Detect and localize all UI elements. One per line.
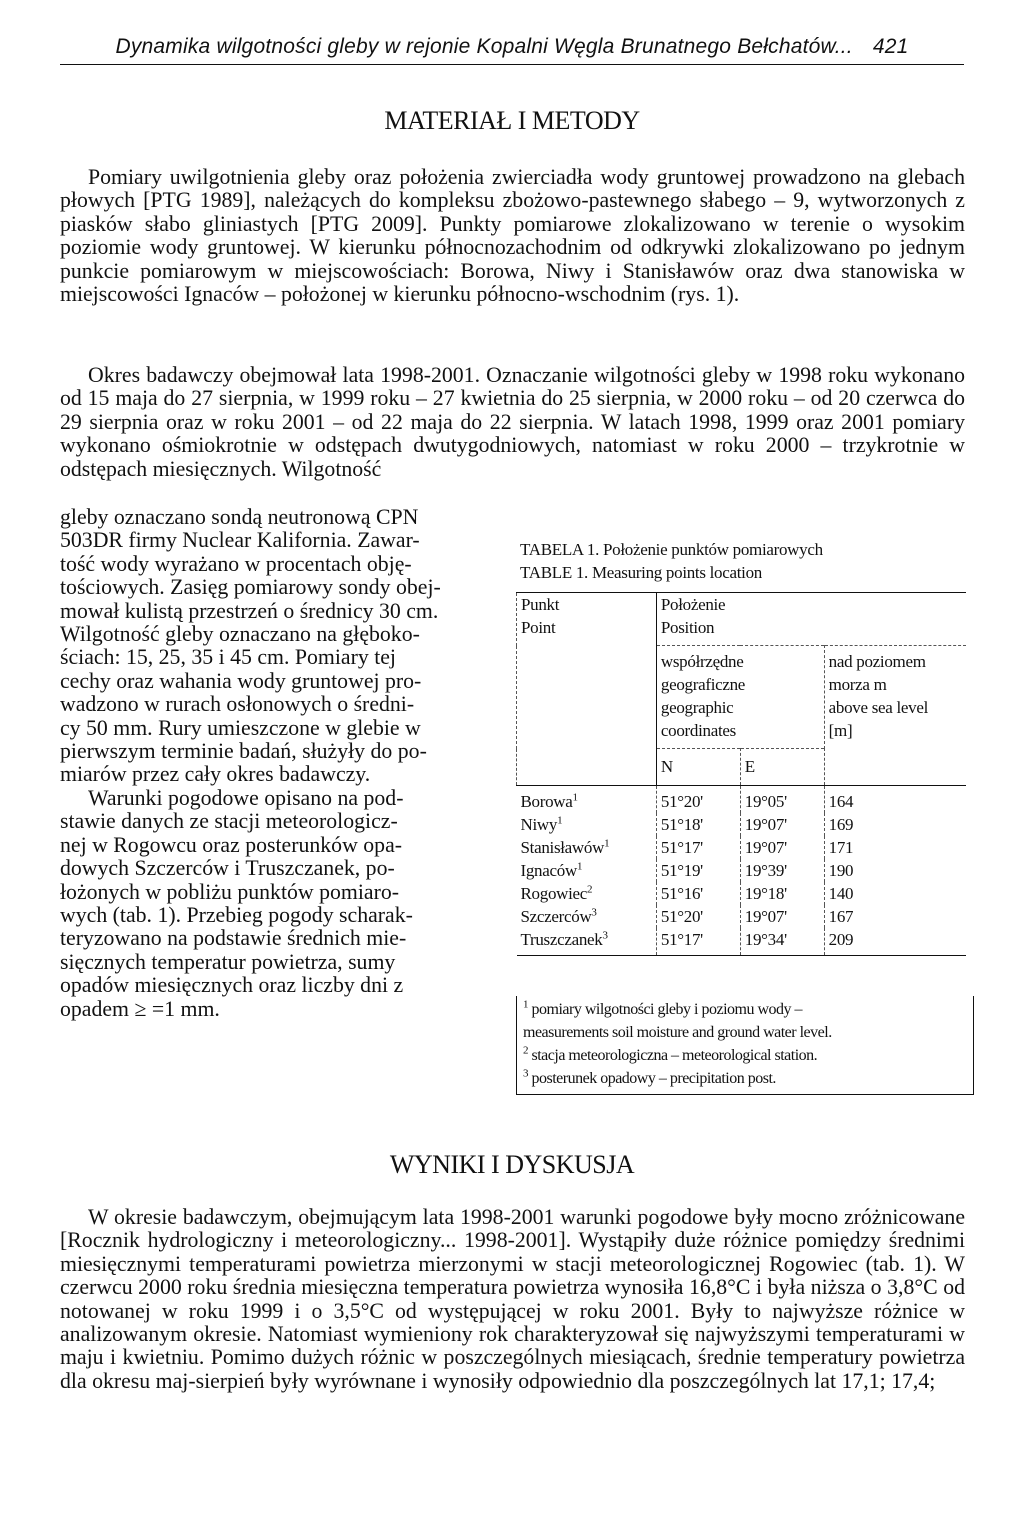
text-line: gleby oznaczano sondą neutronową CPN — [60, 505, 419, 529]
header-punkt — [517, 593, 657, 786]
text-line: opadów miesięcznych oraz liczby dni z — [60, 973, 404, 998]
text-line: pierwszym terminie badań, służyły do po- — [60, 739, 427, 764]
header-polozenie-en: Position — [660, 618, 715, 637]
cell-e: 19°05' — [740, 786, 824, 814]
header-coord-pl1: współrzędne — [660, 652, 744, 671]
text-line: łożonych w pobliżu punktów pomiaro- — [60, 879, 400, 904]
header-coordinates — [656, 646, 824, 749]
table-row — [517, 905, 967, 928]
cell-alt: 169 — [824, 813, 966, 836]
header-alt-pl2: morza m — [828, 675, 887, 694]
text-line: Warunki pogodowe opisano na pod- — [88, 785, 404, 810]
text-line: tość wody wyrażano w procentach obję- — [60, 551, 412, 576]
text-line: wych (tab. 1). Przebieg pogody scharak- — [60, 902, 413, 927]
footnote: $^2$ stacja meteorologiczna – meteorological station. — [523, 1044, 818, 1064]
table-row — [517, 836, 967, 859]
paragraph-text: Pomiary uwilgotnienia gleby oraz położenia zwierciadła wody gruntowej prowadzono na glebach płowych [PTG 1989], należących do kompleksu zbożowo-pastewnego słabego – 9, wytworzonych z piasków słabo gliniastych [PTG 2009]. Punkty pomiarowe zlokalizowano w terenie o wysokim poziomie wody gruntowej. W kierunku północnozachodnim od odkrywki zlokalizowano po jednym punkcie pomiarowym w miejscowościach: Borowa, Niwy i Stanisławów oraz dwa stanowiska w miejscowości Ignaców – położonej w kierunku północno-wschodnim (rys. 1). — [60, 165, 965, 307]
text-line: Wilgotność gleby oznaczano na głęboko- — [60, 622, 420, 647]
table-header-row — [517, 593, 967, 646]
text-line: mował kulistą przestrzeń o średnicy 30 cm. — [60, 598, 439, 623]
cell-alt: 209 — [824, 928, 966, 956]
table-row — [517, 813, 967, 836]
header-alt-pl1: nad poziomem — [828, 652, 926, 671]
paragraph-text: W okresie badawczym, obejmującym lata 1998-2001 warunki pogodowe były mocno zróżnicowane [Rocznik hydrologiczny i meteorologiczny... 1998-2001]. Wystąpiły duże różnice pomiędzy średnimi miesięcznymi temperaturami powietrza mierzonymi w stacji meteorologicznej Rogowiec (tab. 1). W czerwcu 2000 roku średnia miesięczna temperatura powietrza wynosiła 16,8°C i była niższa o 3,8°C od notowanej w roku 1999 i o 3,5°C od występującej w roku 2001. Były to najwyższe różnice w analizowanym okresie. Natomiast wymieniony rok charakteryzował się najwyższymi temperaturami w maju i kwietniu. Pomimo dużych różnic w poszczególnych miesiącach, średnie temperatury powietrza dla okresu maj-sierpień były wyrównane i wynosiły odpowiednio dla poszczególnych lat 17,1; 17,4; — [60, 1205, 965, 1393]
cell-e: 19°07' — [740, 813, 824, 836]
cell-n: 51°17' — [656, 836, 740, 859]
cell-e: 19°34' — [740, 928, 824, 956]
text-line: opadem ≥ =1 mm. — [60, 996, 220, 1021]
cell-n: 51°20' — [656, 905, 740, 928]
table-caption-en: TABLE 1. Measuring points location — [520, 563, 762, 582]
cell-n: 51°17' — [656, 928, 740, 956]
cell-alt: 167 — [824, 905, 966, 928]
cell-n: 51°18' — [656, 813, 740, 836]
text-line: dowych Szczerców i Truszczanek, po- — [60, 856, 395, 881]
table-caption — [520, 538, 980, 584]
cell-alt: 140 — [824, 882, 966, 905]
cell-e: 19°18' — [740, 882, 824, 905]
header-n: N — [656, 749, 740, 786]
cell-name: Rogowiec$^2$ — [520, 883, 593, 903]
paragraph-methods-1 — [60, 166, 965, 306]
cell-n: 51°20' — [656, 786, 740, 814]
text-line: ściach: 15, 25, 35 i 45 cm. Pomiary tej — [60, 645, 396, 670]
running-header — [60, 34, 964, 65]
footnote: $^1$ pomiary wilgotności gleby i poziomu wody – — [523, 998, 803, 1018]
text-line: cechy oraz wahania wody gruntowej pro- — [60, 668, 422, 693]
footnote: $^3$ posterunek opadowy – precipitation post. — [523, 1067, 776, 1087]
header-alt-unit: [m] — [828, 721, 853, 740]
cell-name: Truszczanek$^3$ — [520, 929, 608, 949]
page-number: 421 — [872, 35, 909, 58]
cell-name: Ignaców$^1$ — [520, 860, 583, 880]
paragraph-text: Okres badawczy obejmował lata 1998-2001. Oznaczanie wilgotności gleby w 1998 roku wykonano od 15 maja do 27 sierpnia, w 1999 roku – 27 kwietnia do 25 sierpnia, w 2000 roku – od 20 czerwca do 29 sierpnia oraz w roku 2001 – od 22 maja do 22 sierpnia. W latach 1998, 1999 oraz 2001 pomiary wykonano ośmiokrotnie w odstępach dwutygodniowych, natomiast w roku 2000 – trzykrotnie w odstępach miesięcznych. Wilgotność — [60, 363, 965, 481]
cell-n: 51°16' — [656, 882, 740, 905]
cell-alt: 171 — [824, 836, 966, 859]
text-line: tościowych. Zasięg pomiarowy sondy obej- — [60, 575, 441, 600]
header-polozenie-pl: Położenie — [660, 595, 726, 614]
text-line: teryzowano na podstawie średnich mie- — [60, 926, 407, 951]
header-alt-en: above sea level — [828, 698, 928, 717]
footnote: measurements soil moisture and ground water level. — [523, 1024, 832, 1041]
header-altitude — [824, 646, 966, 786]
text-line: nej w Rogowcu oraz posterunków opa- — [60, 832, 403, 857]
text-line: miarów przez cały okres badawczy. — [60, 762, 371, 787]
table-caption-pl: TABELA 1. Położenie punktów pomiarowych — [520, 540, 823, 559]
header-coord-en1: geographic — [660, 698, 734, 717]
text-line: wadzono w rurach osłonowych o średni- — [60, 692, 415, 717]
header-coord-en2: coordinates — [660, 721, 736, 740]
paragraph-methods-2 — [60, 364, 965, 481]
cell-name: Szczerców$^3$ — [520, 906, 597, 926]
cell-alt: 164 — [824, 786, 966, 814]
text-line: stawie danych ze stacji meteorologicz- — [60, 809, 398, 834]
header-punkt-en: Point — [521, 618, 556, 637]
table-row — [517, 928, 967, 956]
cell-e: 19°07' — [740, 836, 824, 859]
header-coord-pl2: geograficzne — [660, 675, 746, 694]
table-row — [517, 882, 967, 905]
cell-name: Niwy$^1$ — [520, 814, 563, 834]
text-line: 503DR firmy Nuclear Kalifornia. Zawar- — [60, 528, 420, 553]
header-polozenie — [656, 593, 966, 646]
cell-alt: 190 — [824, 859, 966, 882]
cell-name: Borowa$^1$ — [520, 791, 578, 811]
section-heading-results: WYNIKI I DYSKUSJA — [389, 1150, 635, 1179]
table-footnotes — [516, 996, 974, 1095]
section-heading-methods: MATERIAŁ I METODY — [384, 106, 640, 135]
cell-e: 19°07' — [740, 905, 824, 928]
measuring-points-table — [516, 592, 966, 956]
text-line: cy 50 mm. Rury umieszczone w glebie w — [60, 715, 421, 740]
header-e: E — [740, 749, 824, 786]
cell-name: Stanisławów$^1$ — [520, 837, 610, 857]
cell-e: 19°39' — [740, 859, 824, 882]
left-column-text — [60, 506, 500, 1021]
text-line: sięcznych temperatur powietrza, sumy — [60, 949, 396, 974]
header-punkt-pl: Punkt — [521, 595, 560, 614]
paragraph-results-1 — [60, 1206, 965, 1393]
table-row — [517, 859, 967, 882]
running-title: Dynamika wilgotności gleby w rejonie Kopalni Węgla Brunatnego Bełchatów... — [115, 35, 853, 58]
cell-n: 51°19' — [656, 859, 740, 882]
table-row — [517, 786, 967, 814]
